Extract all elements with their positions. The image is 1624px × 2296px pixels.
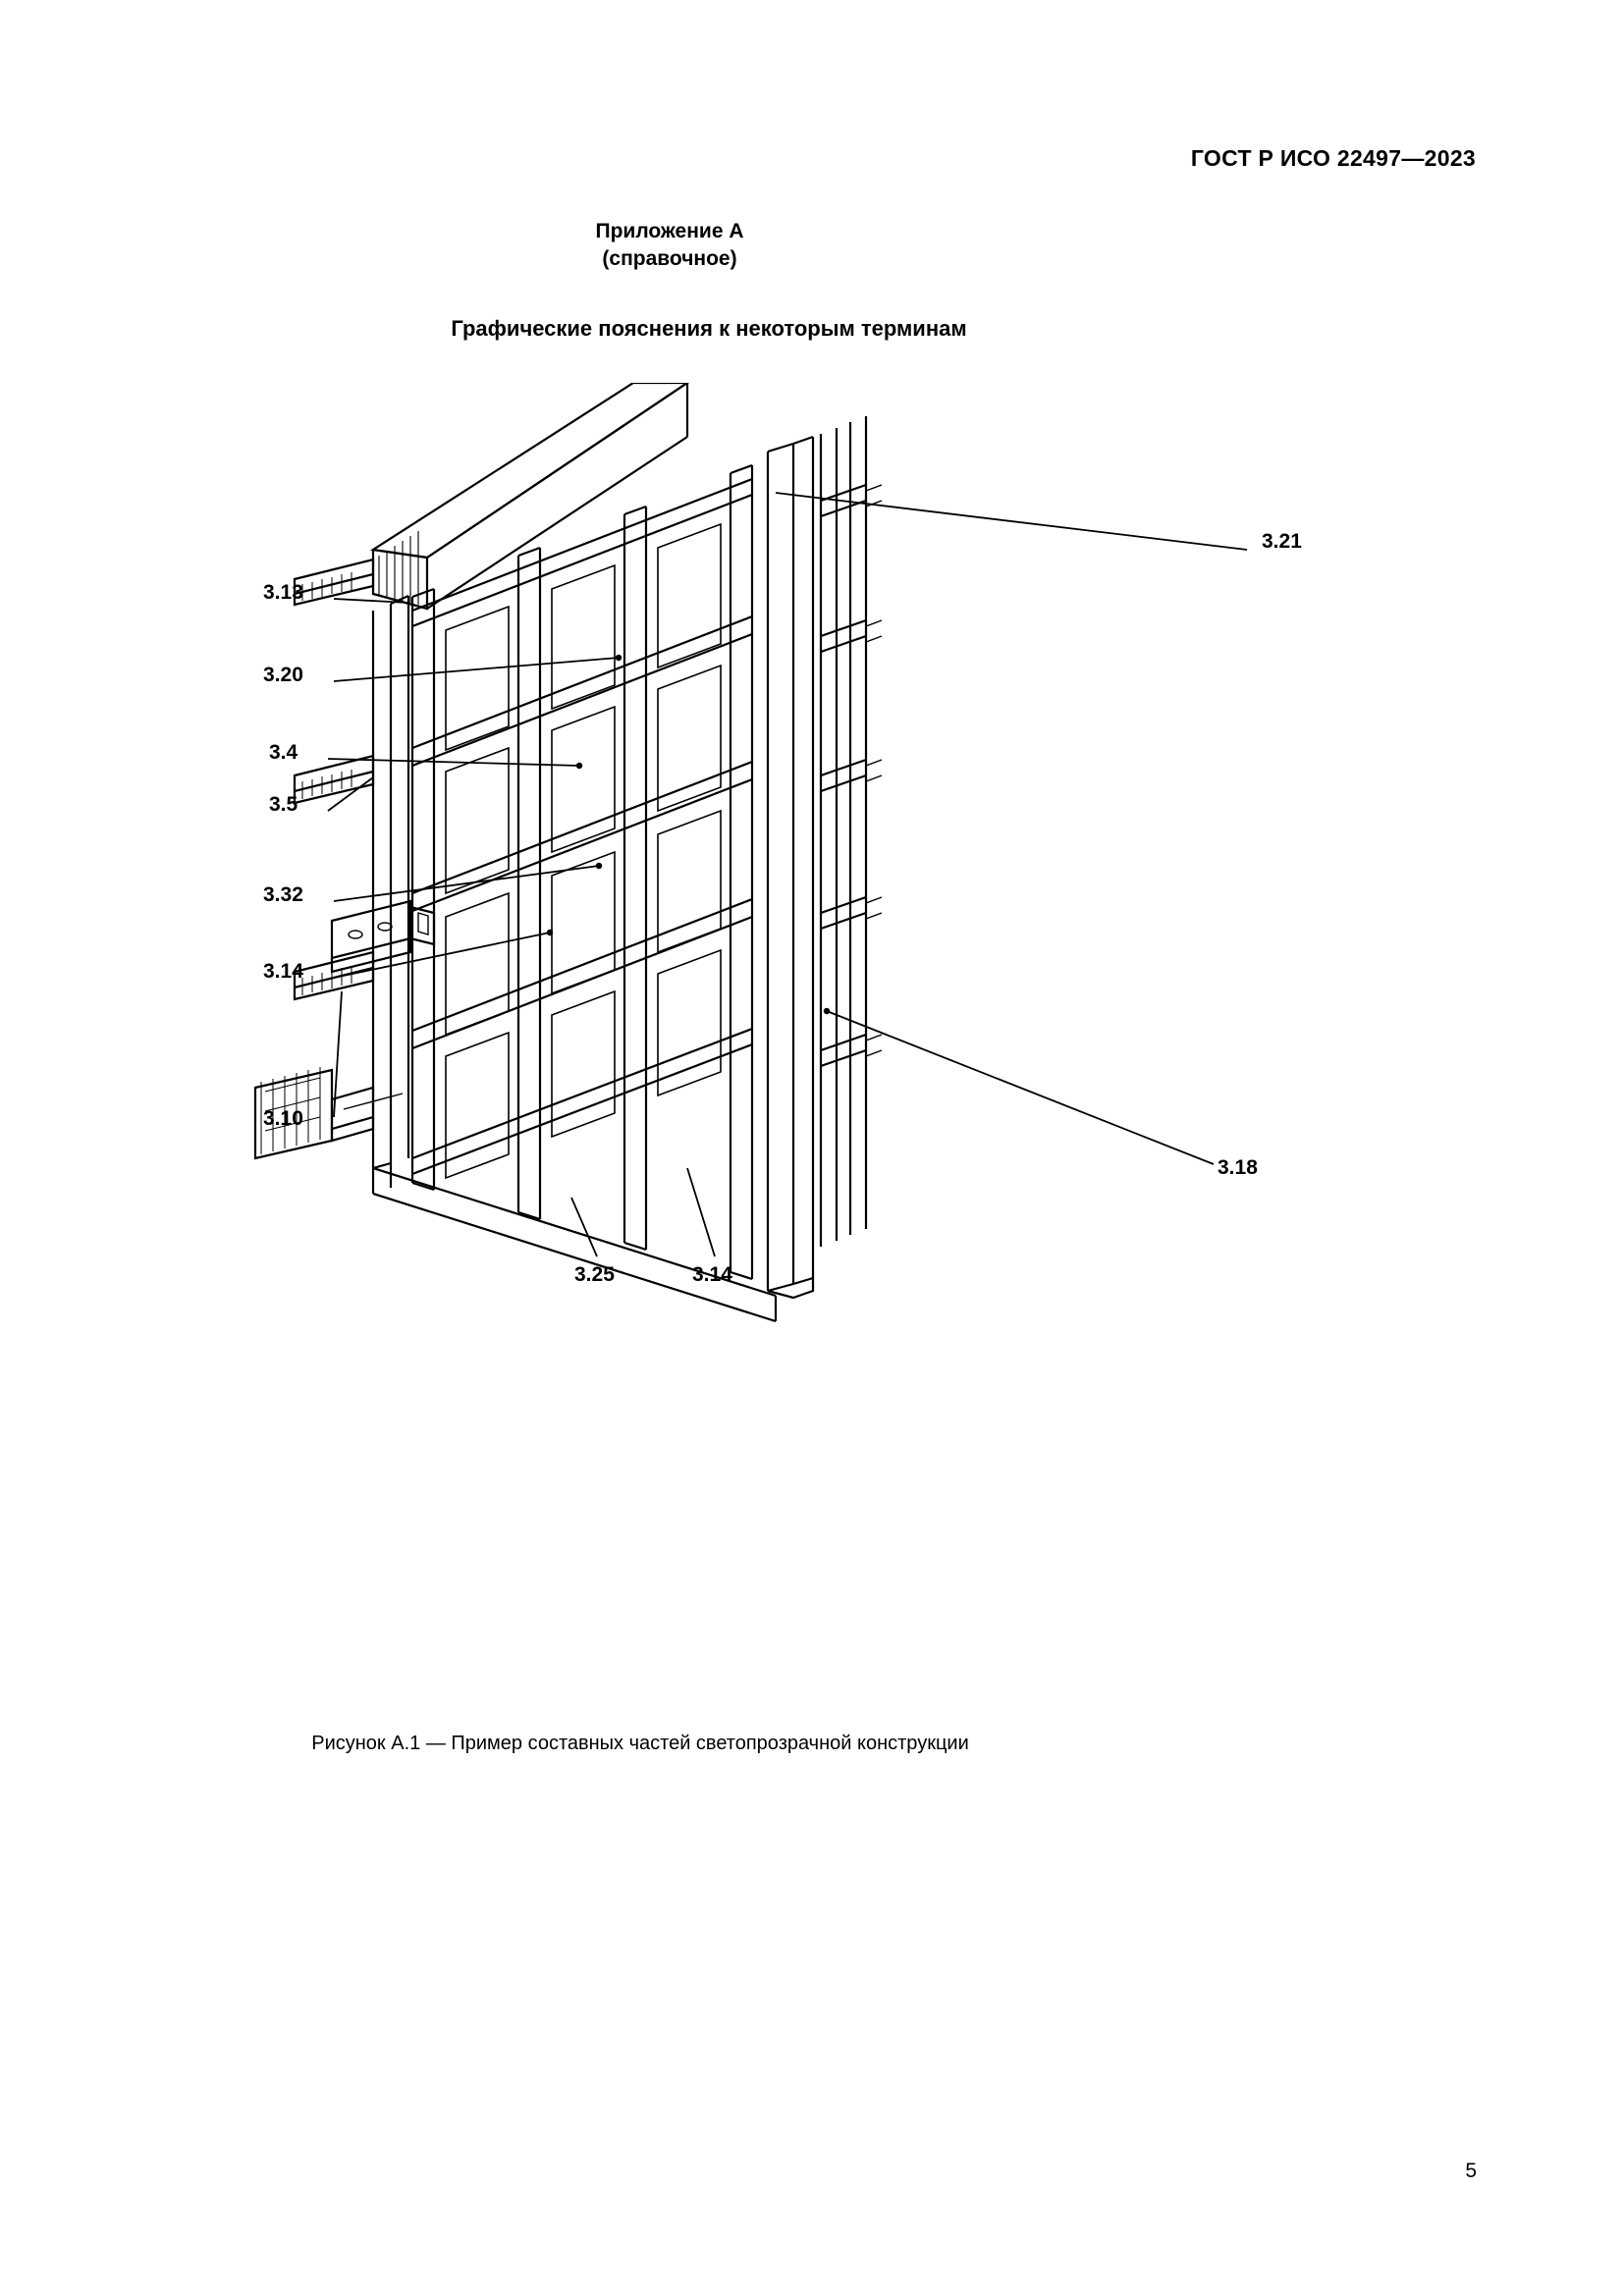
callout-3-10: 3.10 xyxy=(263,1107,303,1130)
top-slab xyxy=(373,383,687,609)
callout-3-25: 3.25 xyxy=(574,1263,615,1286)
curtain-wall-drawing xyxy=(226,383,1404,1688)
page-number: 5 xyxy=(1465,2160,1477,2182)
facade-frame xyxy=(373,465,776,1321)
annex-heading-line1: Приложение А xyxy=(595,220,744,242)
mid-bracket xyxy=(295,756,373,803)
glass-panels xyxy=(446,524,721,1178)
annex-heading xyxy=(0,218,1482,274)
structural-column xyxy=(768,437,813,1298)
callout-3-5: 3.5 xyxy=(269,793,298,816)
callout-3-20: 3.20 xyxy=(263,664,303,686)
figure-a1 xyxy=(226,383,1404,1688)
section-title: Графические пояснения к некоторым терминам xyxy=(451,316,967,341)
standard-header: ГОСТ Р ИСО 22497—2023 xyxy=(1190,145,1476,171)
rear-wall-grid xyxy=(821,416,882,1247)
transoms xyxy=(412,479,752,1174)
callout-3-4: 3.4 xyxy=(269,741,298,764)
callout-3-14-bottom: 3.14 xyxy=(692,1263,732,1286)
callout-3-13: 3.13 xyxy=(263,581,303,604)
callout-3-32: 3.32 xyxy=(263,883,303,906)
slab-anchor-bracket xyxy=(295,560,373,605)
callout-3-21: 3.21 xyxy=(1262,530,1302,553)
figure-caption: Рисунок А.1 — Пример составных частей светопрозрачной конструкции xyxy=(311,1733,969,1754)
callout-3-18: 3.18 xyxy=(1218,1156,1258,1179)
callout-3-14-left: 3.14 xyxy=(263,960,303,983)
annex-heading-line2: (справочное) xyxy=(602,247,737,271)
left-mullion xyxy=(373,596,408,1168)
leader-lines xyxy=(328,493,1247,1256)
leader-endpoints xyxy=(547,655,830,1014)
